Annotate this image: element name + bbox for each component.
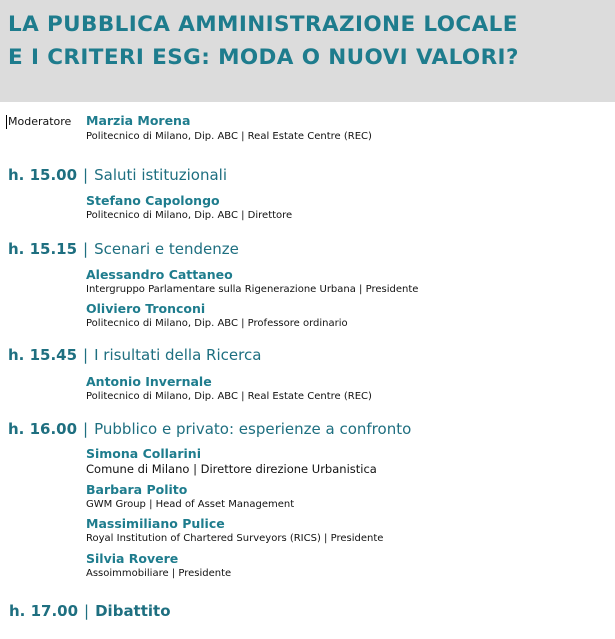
session-title: Saluti istituzionali [94, 166, 227, 184]
speaker-name: Antonio Invernale [86, 374, 212, 389]
session-time: h. 16.00 [8, 420, 78, 438]
session-time: h. 15.45 [8, 346, 78, 364]
speaker-name: Massimiliano Pulice [86, 516, 225, 531]
speaker-affiliation: Politecnico di Milano, Dip. ABC | Professore ordinario [86, 318, 348, 329]
session-title: Pubblico e privato: esperienze a confronto [94, 420, 412, 438]
speaker-affiliation: Royal Institution of Chartered Surveyors (RICS) | Presidente [86, 533, 384, 544]
header-banner [0, 0, 615, 102]
session-time: h. 15.00 [8, 166, 78, 184]
session-1600 [8, 420, 411, 438]
session-title: Dibattito [95, 602, 171, 620]
session-separator: | [84, 602, 90, 620]
speaker-name: Alessandro Cattaneo [86, 267, 233, 282]
session-1500 [8, 166, 227, 184]
moderator-affiliation: Politecnico di Milano, Dip. ABC | Real Estate Centre (REC) [86, 131, 372, 142]
speaker-affiliation: Assoimmobiliare | Presidente [86, 568, 232, 579]
moderator-label: Moderatore [8, 115, 72, 128]
session-separator: | [83, 166, 89, 184]
session-1515 [8, 240, 239, 258]
speaker-name: Barbara Polito [86, 482, 188, 497]
session-separator: | [83, 240, 89, 258]
speaker-name: Silvia Rovere [86, 551, 179, 566]
page-title-line-1: LA PUBBLICA AMMINISTRAZIONE LOCALE [8, 12, 518, 37]
speaker-affiliation: Politecnico di Milano, Dip. ABC | Direttore [86, 210, 293, 221]
session-1545 [8, 346, 261, 364]
session-separator: | [83, 420, 89, 438]
session-title: Scenari e tendenze [94, 240, 239, 258]
speaker-name: Simona Collarini [86, 446, 201, 461]
speaker-name: Oliviero Tronconi [86, 301, 206, 316]
speaker-affiliation: Politecnico di Milano, Dip. ABC | Real Estate Centre (REC) [86, 391, 372, 402]
speaker-affiliation: Comune di Milano | Direttore direzione Urbanistica [86, 462, 377, 476]
session-time: h. 17.00 [9, 602, 79, 620]
page-title-line-2: E I CRITERI ESG: MODA O NUOVI VALORI? [8, 45, 519, 70]
speaker-affiliation: Intergruppo Parlamentare sulla Rigenerazione Urbana | Presidente [86, 284, 419, 295]
session-title: I risultati della Ricerca [94, 346, 262, 364]
speaker-affiliation: GWM Group | Head of Asset Management [86, 499, 295, 510]
speaker-name: Stefano Capolongo [86, 193, 220, 208]
text-cursor [6, 115, 7, 129]
session-1700 [9, 602, 171, 620]
moderator-name: Marzia Morena [86, 113, 191, 128]
session-time: h. 15.15 [8, 240, 78, 258]
session-separator: | [83, 346, 89, 364]
